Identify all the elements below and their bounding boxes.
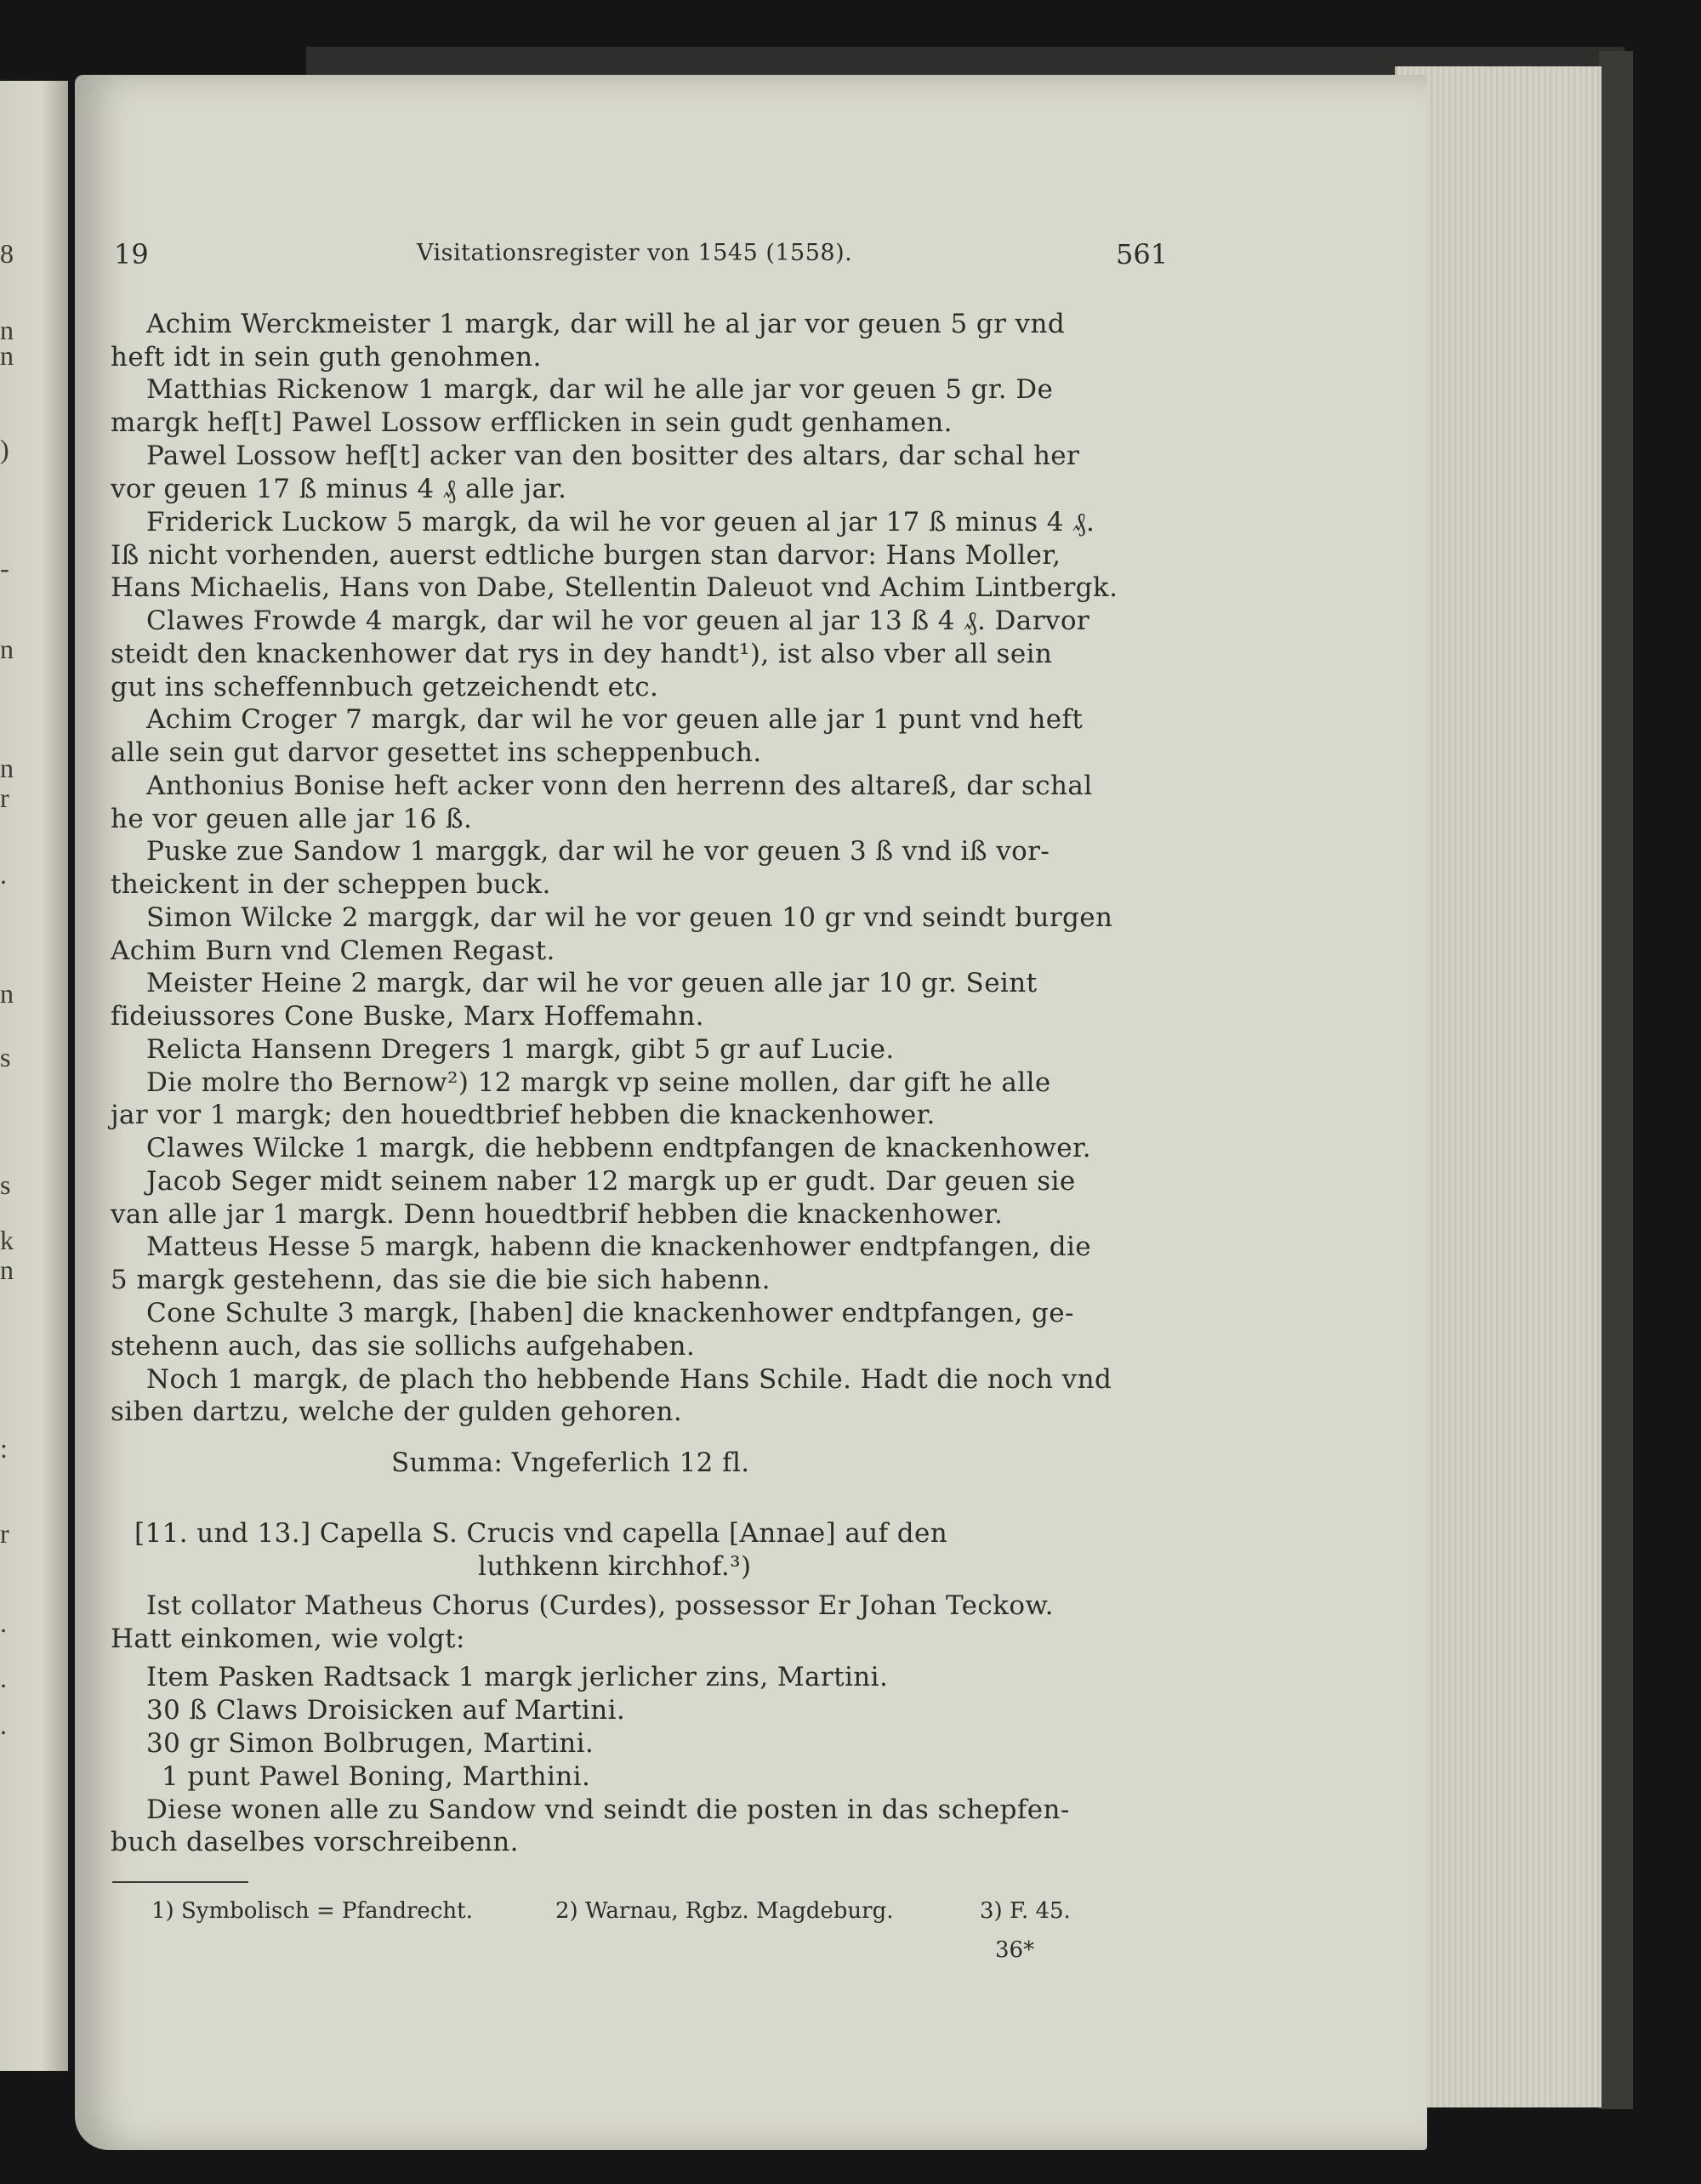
text-line: 30 ß Claws Droisicken auf Martini. [146,1695,626,1726]
text-line: gut ins scheffennbuch getzeichendt etc. [111,672,659,702]
text-line: Cone Schulte 3 margk, [haben] die knackenhower endtpfangen, ge- [146,1298,1074,1328]
section-heading: [11. und 13.] Capella S. Crucis vnd capella [Annae] auf den [134,1518,948,1549]
edge-char: . [0,859,7,890]
header-left-number: 19 [114,238,149,270]
text-line: theickent in der scheppen buck. [111,869,551,900]
text-line: Pawel Lossow hef[t] acker van den bositter des altars, dar schal her [146,441,1080,471]
text-line: Meister Heine 2 margk, dar wil he vor geuen alle jar 10 gr. Seint [146,968,1038,998]
edge-char: 8 [0,238,14,269]
edge-char: n [0,978,14,1009]
text-line: stehenn auch, das sie sollichs aufgehaben. [111,1331,696,1362]
edge-char: n [0,753,14,783]
header-title: Visitationsregister von 1545 (1558). [417,240,853,266]
edge-char: r [0,782,9,813]
edge-char: ) [0,434,9,464]
text-line: Iß nicht vorhenden, auerst edtliche burgen stan darvor: Hans Moller, [111,540,1061,571]
left-page-edge [0,81,68,2071]
edge-char: : [0,1433,8,1464]
text-line: Diese wonen alle zu Sandow vnd seindt die posten in das schepfen- [146,1794,1070,1825]
text-line: Achim Croger 7 margk, dar wil he vor geuen alle jar 1 punt vnd heft [146,704,1084,735]
text-line: Clawes Frowde 4 margk, dar wil he vor geuen al jar 13 ß 4 ₰. Darvor [146,606,1090,636]
text-line: he vor geuen alle jar 16 ß. [111,804,473,834]
footnote: 2) Warnau, Rgbz. Magdeburg. [555,1898,894,1924]
text-line: 30 gr Simon Bolbrugen, Martini. [146,1728,594,1759]
text-line: siben dartzu, welche der gulden gehoren. [111,1396,683,1427]
text-line: Hatt einkomen, wie volgt: [111,1624,465,1654]
footnote: 3) F. 45. [980,1898,1071,1924]
text-line: Matteus Hesse 5 margk, habenn die knackenhower endtpfangen, die [146,1231,1092,1262]
text-line: Anthonius Bonise heft acker vonn den herrenn des altareß, dar schal [146,771,1093,801]
footnote: 1) Symbolisch = Pfandrecht. [151,1898,473,1924]
text-line: heft idt in sein guth genohmen. [111,342,542,373]
text-line: jar vor 1 margk; den houedtbrief hebben die knackenhower. [111,1100,936,1130]
text-line: Friderick Luckow 5 margk, da wil he vor geuen al jar 17 ß minus 4 ₰. [146,507,1095,537]
footnote-rule [112,1881,248,1883]
edge-char: n [0,340,14,371]
text-line: 1 punt Pawel Boning, Marthini. [162,1761,591,1792]
text-line: Puske zue Sandow 1 marggk, dar wil he vor geuen 3 ß vnd iß vor- [146,836,1050,867]
edge-char: s [0,1042,11,1072]
text-line: buch daselbes vorschreibenn. [111,1827,519,1857]
text-line: Hans Michaelis, Hans von Dabe, Stellentin Daleuot vnd Achim Lintbergk. [111,572,1118,603]
edge-char: . [0,1709,7,1740]
text-line: Relicta Hansenn Dregers 1 margk, gibt 5 gr auf Lucie. [146,1034,895,1065]
edge-char: n [0,634,14,664]
signature-mark: 36* [995,1937,1035,1963]
text-line: vor geuen 17 ß minus 4 ₰ alle jar. [111,474,567,504]
edge-char: . [0,1607,7,1638]
edge-char: - [0,553,9,583]
text-line: Item Pasken Radtsack 1 margk jerlicher zins, Martini. [146,1662,889,1692]
text-line: Matthias Rickenow 1 margk, dar wil he alle jar vor geuen 5 gr. De [146,374,1054,405]
text-line: Die molre tho Bernow²) 12 margk vp seine mollen, dar gift he alle [146,1067,1051,1098]
text-line: Ist collator Matheus Chorus (Curdes), possessor Er Johan Teckow. [146,1590,1054,1621]
edge-char: n [0,1254,14,1285]
text-line: Noch 1 margk, de plach tho hebbende Hans Schile. Hadt die noch vnd [146,1364,1112,1395]
edge-char: s [0,1169,11,1200]
page-number: 561 [1116,238,1169,270]
text-line: margk hef[t] Pawel Lossow erfflicken in sein gudt genhamen. [111,407,953,438]
edge-char: k [0,1225,14,1255]
section-heading: luthkenn kirchhof.³) [478,1551,752,1582]
summa-line: Summa: Vngeferlich 12 fl. [391,1447,750,1478]
edge-char: r [0,1518,9,1549]
text-line: alle sein gut darvor gesettet ins scheppenbuch. [111,737,762,768]
text-line: van alle jar 1 margk. Denn houedtbrif hebben die knackenhower. [111,1199,1004,1230]
text-line: Jacob Seger midt seinem naber 12 margk up er gudt. Dar geuen sie [146,1166,1076,1197]
text-line: fideiussores Cone Buske, Marx Hoffemahn. [111,1001,704,1032]
book-cover-right [1599,51,1633,2109]
text-line: Clawes Wilcke 1 margk, die hebbenn endtpfangen de knackenhower. [146,1133,1092,1163]
edge-char: . [0,1663,7,1693]
text-line: Achim Burn vnd Clemen Regast. [111,936,555,966]
edge-char: n [0,315,14,345]
text-line: steidt den knackenhower dat rys in dey handt¹), ist also vber all sein [111,639,1053,669]
text-line: 5 margk gestehenn, das sie die bie sich habenn. [111,1265,771,1295]
text-line: Simon Wilcke 2 marggk, dar wil he vor geuen 10 gr vnd seindt burgen [146,902,1113,933]
text-line: Achim Werckmeister 1 margk, dar will he al jar vor geuen 5 gr vnd [146,309,1066,339]
